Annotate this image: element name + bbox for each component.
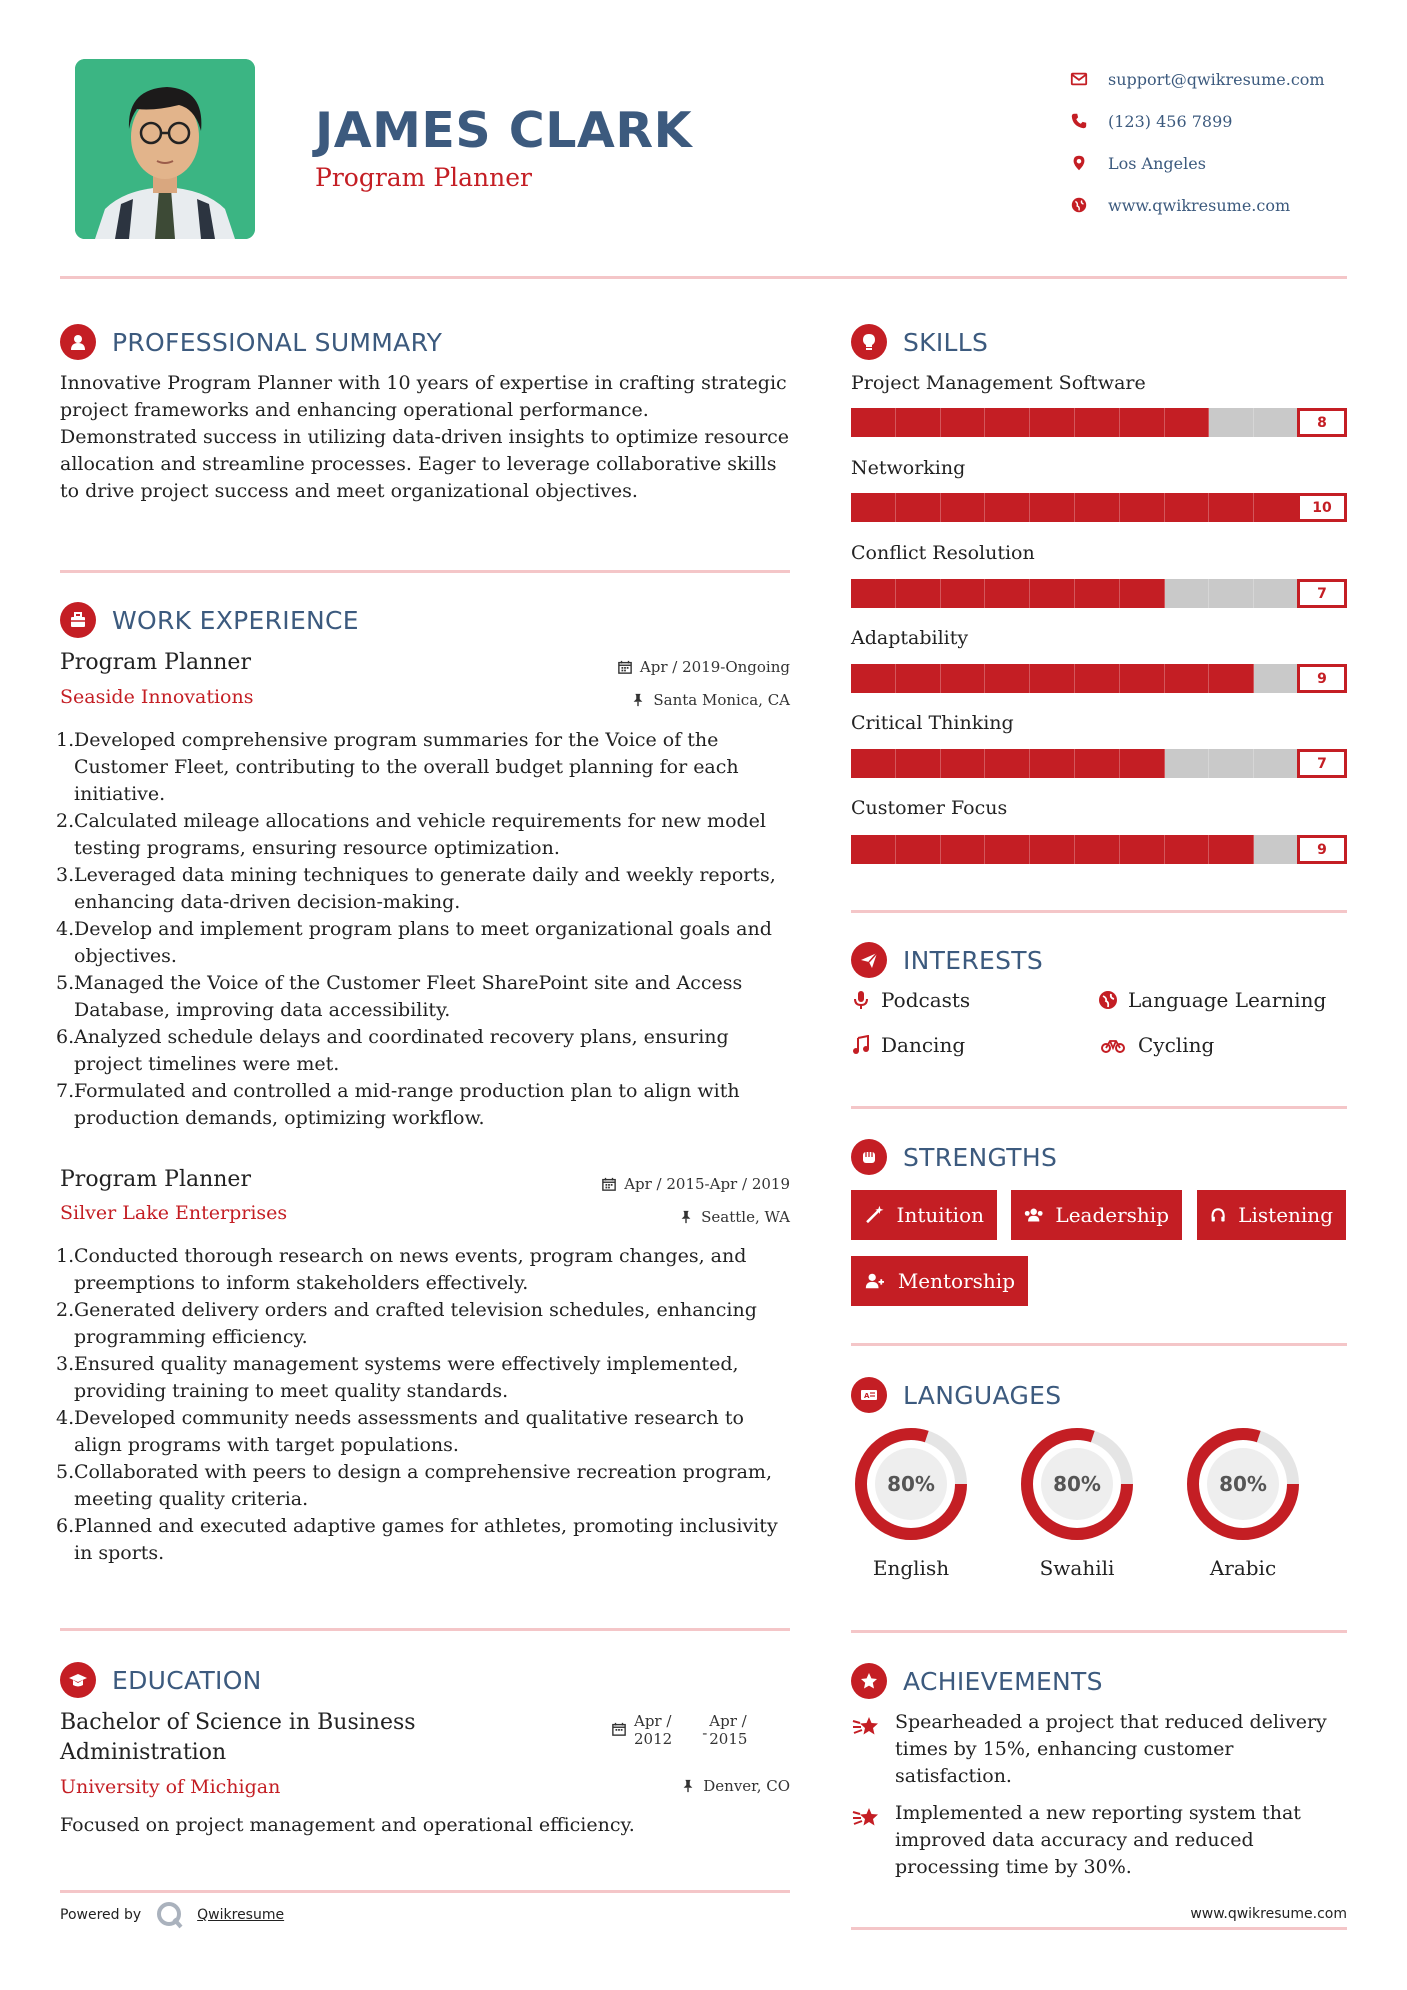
skill-segment <box>851 408 896 437</box>
skill-segment <box>941 749 986 778</box>
skill-segment <box>1254 493 1299 522</box>
skill-segment <box>1120 664 1165 693</box>
contact-email-text: support@qwikresume.com <box>1108 69 1325 89</box>
list-item: 1. Conducted thorough research on news events, program changes, and preemptions to inform stakeholders effectively. <box>56 1245 747 1294</box>
skills-title: SKILLS <box>903 327 989 357</box>
job-company: Seaside Innovations <box>60 686 254 708</box>
footer-divider <box>851 1927 1347 1930</box>
skill-segment <box>1120 493 1165 522</box>
achievements-title: ACHIEVEMENTS <box>903 1666 1103 1696</box>
skill-segment <box>1075 408 1120 437</box>
job-date-text: Apr / 2015-Apr / 2019 <box>624 1175 790 1193</box>
skill-score: 9 <box>1297 835 1347 864</box>
interest-label: Podcasts <box>881 988 971 1012</box>
skill-score: 8 <box>1297 408 1347 437</box>
job-bullets <box>56 727 792 1132</box>
skill-bar <box>851 664 1347 693</box>
skill-score: 9 <box>1297 664 1347 693</box>
job-date-text: Apr / 2019-Ongoing <box>639 658 790 676</box>
skill-segment <box>1165 579 1210 608</box>
skill-segment <box>985 579 1030 608</box>
strength-label: Intuition <box>896 1203 984 1227</box>
summary-divider <box>60 570 790 573</box>
interest-item <box>851 988 970 1012</box>
degree-line-1: Bachelor of Science in Business <box>60 1710 416 1735</box>
language-name: English <box>872 1556 950 1580</box>
interest-item <box>851 1033 965 1057</box>
calendar-icon <box>612 1722 626 1736</box>
skill-segment <box>985 408 1030 437</box>
interests-divider <box>851 1106 1347 1109</box>
skills-heading <box>851 324 988 360</box>
skills-divider <box>851 910 1347 913</box>
pushpin-icon <box>681 1779 695 1793</box>
paper-plane-icon <box>851 942 887 978</box>
skill-segment <box>1165 493 1210 522</box>
education-title: EDUCATION <box>112 1665 262 1695</box>
skill-segment <box>941 835 986 864</box>
globe-icon <box>1098 990 1118 1010</box>
language-item <box>1012 1424 1142 1580</box>
shooting-star-icon <box>851 1802 883 1834</box>
skill-segment <box>1254 408 1299 437</box>
contact-email[interactable] <box>1070 58 1325 100</box>
strengths-title: STRENGTHS <box>903 1142 1058 1172</box>
list-item: 3. Leveraged data mining techniques to generate daily and weekly reports, enhancing data-driven decision-making. <box>56 864 776 913</box>
user-icon <box>60 324 96 360</box>
job-title: Program Planner <box>60 650 251 675</box>
education-divider <box>60 1890 790 1893</box>
language-name: Arabic <box>1209 1556 1277 1580</box>
skill-segment <box>1120 749 1165 778</box>
education-location <box>560 1777 790 1795</box>
interests-title: INTERESTS <box>903 945 1044 975</box>
summary-text: Innovative Program Planner with 10 years of expertise in crafting strategic project frameworks and enhancing operational performance. Demonstrated success in utilizing data-driven insights to optimize resource allocation and streamline processes. Eager to leverage collaborative skills to drive project success and meet organizational objectives. <box>60 372 790 502</box>
work-divider <box>60 1628 790 1631</box>
skill-segment <box>1209 408 1254 437</box>
list-item: 4. Develop and implement program plans to meet organizational goals and objectives. <box>56 918 772 967</box>
summary-heading <box>60 324 442 360</box>
phone-icon <box>1070 112 1088 130</box>
skill-score: 7 <box>1297 749 1347 778</box>
degree-line-2: Administration <box>60 1740 227 1765</box>
users-icon <box>1024 1204 1043 1226</box>
education-end: Apr / 2015 <box>709 1712 748 1748</box>
skill-segment <box>985 664 1030 693</box>
education-degree <box>60 1708 416 1768</box>
languages-heading <box>851 1377 1061 1413</box>
skill-name: Adaptability <box>851 627 969 649</box>
language-percent: 80% <box>1219 1472 1267 1496</box>
job-location <box>560 691 790 709</box>
education-school: University of Michigan <box>60 1776 281 1798</box>
skill-bar <box>851 749 1347 778</box>
language-item <box>1178 1424 1308 1580</box>
skill-segment <box>1209 493 1254 522</box>
achievement-item <box>851 1800 1347 1881</box>
interest-label: Cycling <box>1138 1033 1215 1057</box>
job-location-text: Seattle, WA <box>701 1208 790 1226</box>
skill-segment <box>941 579 986 608</box>
skill-segment <box>1120 408 1165 437</box>
education-description: Focused on project management and operational efficiency. <box>60 1814 635 1836</box>
map-pin-icon <box>1070 154 1088 172</box>
header-divider <box>60 276 1347 279</box>
skill-segment <box>1165 664 1210 693</box>
strength-label: Mentorship <box>897 1269 1015 1293</box>
interest-label: Dancing <box>881 1033 966 1057</box>
graduation-icon <box>60 1662 96 1698</box>
skill-segment <box>896 835 941 864</box>
contact-phone-text: (123) 456 7899 <box>1108 111 1233 131</box>
skill-segment <box>1030 664 1075 693</box>
skill-bar <box>851 493 1347 522</box>
star-badge-icon <box>851 1663 887 1699</box>
skill-name: Networking <box>851 457 966 479</box>
svg-text:A: A <box>864 1392 870 1400</box>
skill-segment <box>1209 579 1254 608</box>
interest-label: Language Learning <box>1128 988 1327 1012</box>
candidate-role: Program Planner <box>315 163 533 192</box>
contact-info <box>1070 58 1325 226</box>
job-location <box>560 1208 790 1226</box>
briefcase-icon <box>60 602 96 638</box>
skill-bar <box>851 835 1347 864</box>
list-item: 4. Developed community needs assessments and qualitative research to align programs with target populations. <box>56 1407 744 1456</box>
fist-icon <box>851 1139 887 1175</box>
calendar-icon <box>602 1177 616 1191</box>
skill-name: Project Management Software <box>851 372 1146 394</box>
job-location-text: Santa Monica, CA <box>653 691 790 709</box>
language-ring <box>1183 1424 1303 1544</box>
achievements-heading <box>851 1663 1103 1699</box>
list-item: 2. Calculated mileage allocations and vehicle requirements for new model testing programs, ensuring resource optimization. <box>56 810 766 859</box>
skill-name: Customer Focus <box>851 797 1008 819</box>
education-location-text: Denver, CO <box>703 1777 790 1795</box>
skill-segment <box>851 664 896 693</box>
work-title: WORK EXPERIENCE <box>112 605 359 635</box>
contact-phone[interactable] <box>1070 100 1325 142</box>
achievement-text: Spearheaded a project that reduced delivery times by 15%, enhancing customer satisfaction. <box>895 1711 1327 1787</box>
skill-segment <box>1254 749 1299 778</box>
skill-segment <box>941 664 986 693</box>
skill-segment <box>1030 493 1075 522</box>
skill-segment <box>1165 749 1210 778</box>
skill-segment <box>896 408 941 437</box>
skill-segment <box>1030 749 1075 778</box>
profile-photo <box>75 59 255 239</box>
skill-segment <box>896 493 941 522</box>
contact-location <box>1070 142 1325 184</box>
interest-item <box>1098 1033 1214 1057</box>
headphones-icon <box>1210 1204 1226 1226</box>
languages-title: LANGUAGES <box>903 1380 1062 1410</box>
list-item: 3. Ensured quality management systems were effectively implemented, providing training to meet quality standards. <box>56 1353 739 1402</box>
skill-segment <box>851 579 896 608</box>
skill-segment <box>1075 579 1120 608</box>
microphone-icon <box>851 990 871 1010</box>
interest-item <box>1098 988 1326 1012</box>
skill-segment <box>941 408 986 437</box>
language-ring <box>1017 1424 1137 1544</box>
skill-bar <box>851 408 1347 437</box>
skill-segment <box>896 664 941 693</box>
skill-score: 10 <box>1297 493 1347 522</box>
strength-chip <box>1197 1190 1346 1240</box>
list-item: 7. Formulated and controlled a mid-range production plan to align with production demands, optimizing workflow. <box>56 1080 740 1129</box>
skill-score: 7 <box>1297 579 1347 608</box>
strength-label: Leadership <box>1055 1203 1169 1227</box>
job-title: Program Planner <box>60 1167 251 1192</box>
language-icon <box>851 1377 887 1413</box>
powered-by <box>60 1900 284 1930</box>
job-company: Silver Lake Enterprises <box>60 1202 288 1224</box>
envelope-icon <box>1070 70 1088 88</box>
strengths-divider <box>851 1343 1347 1346</box>
skill-segment <box>1030 835 1075 864</box>
date-separator: - <box>702 1724 708 1742</box>
qwikresume-logo-icon <box>155 1900 185 1930</box>
skill-segment <box>1209 749 1254 778</box>
skill-segment <box>1075 835 1120 864</box>
education-heading <box>60 1662 262 1698</box>
list-item: 6. Planned and executed adaptive games for athletes, promoting inclusivity in sports. <box>56 1515 778 1564</box>
skill-segment <box>985 749 1030 778</box>
contact-website[interactable] <box>1070 184 1325 226</box>
job-bullets <box>56 1243 792 1567</box>
list-item: 6. Analyzed schedule delays and coordinated recovery plans, ensuring project timelines were met. <box>56 1026 729 1075</box>
language-ring <box>851 1424 971 1544</box>
shooting-star-icon <box>851 1711 883 1743</box>
job-date <box>560 658 790 676</box>
skill-segment <box>1209 835 1254 864</box>
skill-segment <box>1165 835 1210 864</box>
interests-heading <box>851 942 1043 978</box>
footer-website[interactable]: www.qwikresume.com <box>1190 1906 1347 1922</box>
contact-location-text: Los Angeles <box>1108 153 1206 173</box>
list-item: 2. Generated delivery orders and crafted television schedules, enhancing programming efficiency. <box>56 1299 757 1348</box>
skill-segment <box>1254 835 1299 864</box>
job-date <box>540 1175 790 1193</box>
skill-segment <box>851 493 896 522</box>
language-percent: 80% <box>887 1472 935 1496</box>
skill-segment <box>1209 664 1254 693</box>
globe-icon <box>1070 196 1088 214</box>
qwikresume-link[interactable]: Qwikresume <box>197 1907 285 1923</box>
achievement-text: Implemented a new reporting system that improved data accuracy and reduced processing time by 30%. <box>895 1802 1301 1878</box>
skill-segment <box>1120 579 1165 608</box>
skill-segment <box>985 493 1030 522</box>
strength-chip <box>851 1190 997 1240</box>
skill-segment <box>1254 579 1299 608</box>
list-item: 1. Developed comprehensive program summaries for the Voice of the Customer Fleet, contributing to the overall budget planning for each initiative. <box>56 729 739 805</box>
skill-segment <box>985 835 1030 864</box>
skill-segment <box>851 835 896 864</box>
lightbulb-icon <box>851 324 887 360</box>
strengths-heading <box>851 1139 1057 1175</box>
skill-segment <box>1075 493 1120 522</box>
music-note-icon <box>851 1035 871 1055</box>
achievement-item <box>851 1709 1347 1790</box>
user-plus-icon <box>864 1270 886 1292</box>
skill-segment <box>1075 749 1120 778</box>
magic-wand-icon <box>864 1204 885 1226</box>
powered-by-label: Powered by <box>60 1907 142 1923</box>
list-item: 5. Collaborated with peers to design a comprehensive recreation program, meeting quality criteria. <box>56 1461 772 1510</box>
skill-segment <box>851 749 896 778</box>
skill-name: Conflict Resolution <box>851 542 1035 564</box>
skill-name: Critical Thinking <box>851 712 1014 734</box>
skill-segment <box>1030 579 1075 608</box>
education-dates <box>612 1712 747 1748</box>
skill-bar <box>851 579 1347 608</box>
skill-segment <box>1030 408 1075 437</box>
languages-divider <box>851 1630 1347 1633</box>
pushpin-icon <box>631 693 645 707</box>
language-percent: 80% <box>1053 1472 1101 1496</box>
candidate-name: JAMES CLARK <box>315 102 693 159</box>
calendar-icon <box>618 660 632 674</box>
skill-segment <box>896 579 941 608</box>
summary-title: PROFESSIONAL SUMMARY <box>112 327 443 357</box>
language-name: Swahili <box>1039 1556 1115 1580</box>
skill-segment <box>1120 835 1165 864</box>
skill-segment <box>1254 664 1299 693</box>
skill-segment <box>941 493 986 522</box>
strength-chip <box>1011 1190 1182 1240</box>
skill-segment <box>1075 664 1120 693</box>
skill-segment <box>896 749 941 778</box>
language-item <box>846 1424 976 1580</box>
work-heading <box>60 602 359 638</box>
strength-label: Listening <box>1238 1203 1333 1227</box>
pushpin-icon <box>679 1210 693 1224</box>
strength-chip <box>851 1256 1028 1306</box>
education-start: Apr / 2012 <box>634 1712 673 1748</box>
contact-website-text: www.qwikresume.com <box>1108 195 1291 215</box>
bicycle-icon <box>1098 1035 1128 1055</box>
skill-segment <box>1165 408 1210 437</box>
list-item: 5. Managed the Voice of the Customer Fleet SharePoint site and Access Database, improving data accessibility. <box>56 972 743 1021</box>
